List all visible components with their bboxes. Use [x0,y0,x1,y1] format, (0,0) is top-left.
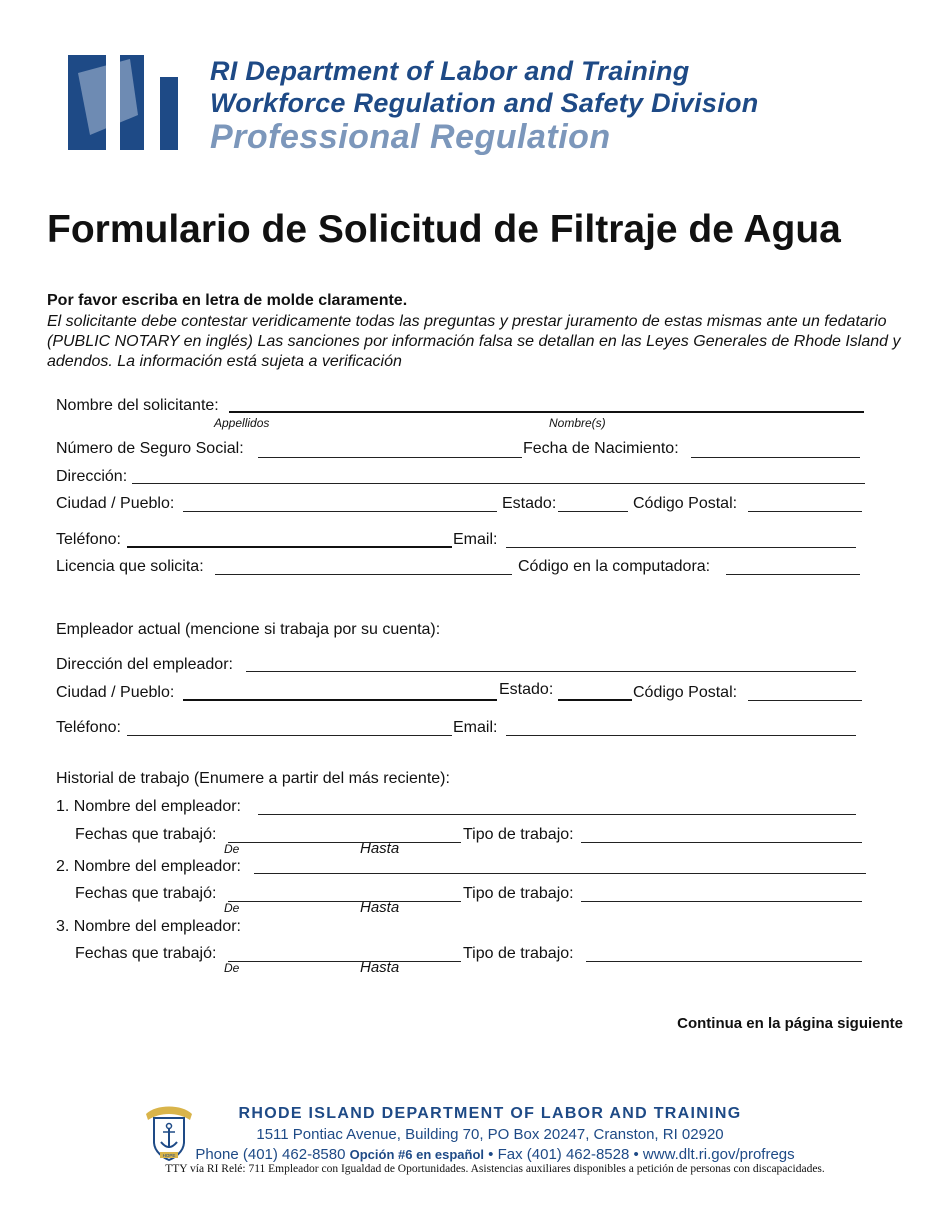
state-label: Estado: [502,495,557,512]
history-to-3-hint: Hasta [360,959,400,976]
footer-contact [0,1146,950,1163]
footer-spanish-option: Opción #6 en español [349,1147,484,1162]
history-from-3-hint: De [224,961,240,975]
phone-label: Teléfono: [56,531,121,548]
instructions-body: El solicitante debe contestar veridicamente todas las preguntas y prestar juramento de estas mismas ante un fedatario (PUBLIC NOTARY en inglés) Las sanciones por información falsa se detallan en las Leyes Generales de Rhode Island y adendos. La información está sujeta a verificación [47,313,901,370]
header-unit: Professional Regulation [210,118,611,156]
given-name-hint: Nombre(s) [549,416,606,430]
ssn-field[interactable] [258,457,522,458]
seal-text: HOPE [162,1153,176,1158]
dlt-logo [68,55,204,150]
history-employer-2-label: 2. Nombre del empleador: [56,858,241,875]
employer-city-label: Ciudad / Pueblo: [56,684,175,701]
footer-tty: TTY vía RI Relé: 711 Empleador con Igualdad de Oportunidades. Asistencias auxiliares disponibles a petición de personas con discapacidades. [165,1163,825,1175]
history-type-1-label: Tipo de trabajo: [463,826,574,843]
ssn-label: Número de Seguro Social: [56,440,244,457]
dob-label: Fecha de Nacimiento: [523,440,679,457]
footer-org: RHODE ISLAND DEPARTMENT OF LABOR AND TRAINING [238,1105,742,1122]
history-type-2-field[interactable] [581,901,862,902]
history-employer-1-field[interactable] [258,814,856,815]
employer-email-label: Email: [453,719,498,736]
history-dates-1-label: Fechas que trabajó: [75,826,217,843]
employer-zip-label: Código Postal: [633,684,738,701]
name-label: Nombre del solicitante: [56,397,219,414]
history-from-2-hint: De [224,901,240,915]
history-dates-2-field[interactable] [228,901,461,902]
footer-address: 1511 Pontiac Avenue, Building 70, PO Box 20247, Cranston, RI 02920 [256,1126,724,1143]
city-label: Ciudad / Pueblo: [56,495,175,512]
email-label: Email: [453,531,498,548]
history-type-1-field[interactable] [581,842,862,843]
employer-phone-label: Teléfono: [56,719,121,736]
history-employer-1-label: 1. Nombre del empleador: [56,798,241,815]
history-dates-2-label: Fechas que trabajó: [75,885,217,902]
history-dates-1-field[interactable] [228,842,461,843]
employer-address-label: Dirección del empleador: [56,656,233,673]
city-field[interactable] [183,511,497,512]
computer-code-label: Código en la computadora: [518,558,711,575]
history-from-1-hint: De [224,842,240,856]
surname-hint: Appellidos [214,416,270,430]
state-field[interactable] [558,511,628,512]
address-field[interactable] [132,483,865,484]
header-division: Workforce Regulation and Safety Division [210,88,759,118]
address-label: Dirección: [56,468,128,485]
history-dates-3-field[interactable] [228,961,461,962]
employer-phone-field[interactable] [127,735,452,736]
work-history-heading: Historial de trabajo (Enumere a partir del más reciente): [56,770,450,787]
license-field[interactable] [215,574,512,575]
history-type-3-field[interactable] [586,961,862,962]
history-employer-3-label: 3. Nombre del empleador: [56,918,241,935]
dob-field[interactable] [691,457,860,458]
current-employer-label: Empleador actual (mencione si trabaja por su cuenta): [56,621,441,638]
employer-email-field[interactable] [506,735,856,736]
continue-note: Continua en la página siguiente [677,1015,903,1032]
name-field[interactable] [229,411,864,413]
employer-city-field[interactable] [183,699,497,701]
zip-label: Código Postal: [633,495,738,512]
email-field[interactable] [506,547,856,548]
phone-field[interactable] [127,546,452,548]
employer-state-field[interactable] [558,699,632,701]
history-type-3-label: Tipo de trabajo: [463,945,574,962]
history-employer-2-field[interactable] [254,873,866,874]
form-title: Formulario de Solicitud de Filtraje de Agua [47,208,841,251]
zip-field[interactable] [748,511,862,512]
header-department: RI Department of Labor and Training [210,56,690,86]
employer-zip-field[interactable] [748,700,862,701]
logo-text: LT [69,148,71,149]
footer-fax-web[interactable]: • Fax (401) 462-8528 • www.dlt.ri.gov/profregs [488,1146,795,1163]
employer-address-field[interactable] [246,671,856,672]
history-to-2-hint: Hasta [360,899,400,916]
instructions-heading: Por favor escriba en letra de molde claramente. [47,292,408,309]
employer-state-label: Estado: [499,681,554,698]
history-to-1-hint: Hasta [360,840,400,857]
computer-code-field[interactable] [726,574,860,575]
history-type-2-label: Tipo de trabajo: [463,885,574,902]
license-label: Licencia que solicita: [56,558,204,575]
footer-phone: Phone (401) 462-8580 [195,1146,346,1163]
history-dates-3-label: Fechas que trabajó: [75,945,217,962]
